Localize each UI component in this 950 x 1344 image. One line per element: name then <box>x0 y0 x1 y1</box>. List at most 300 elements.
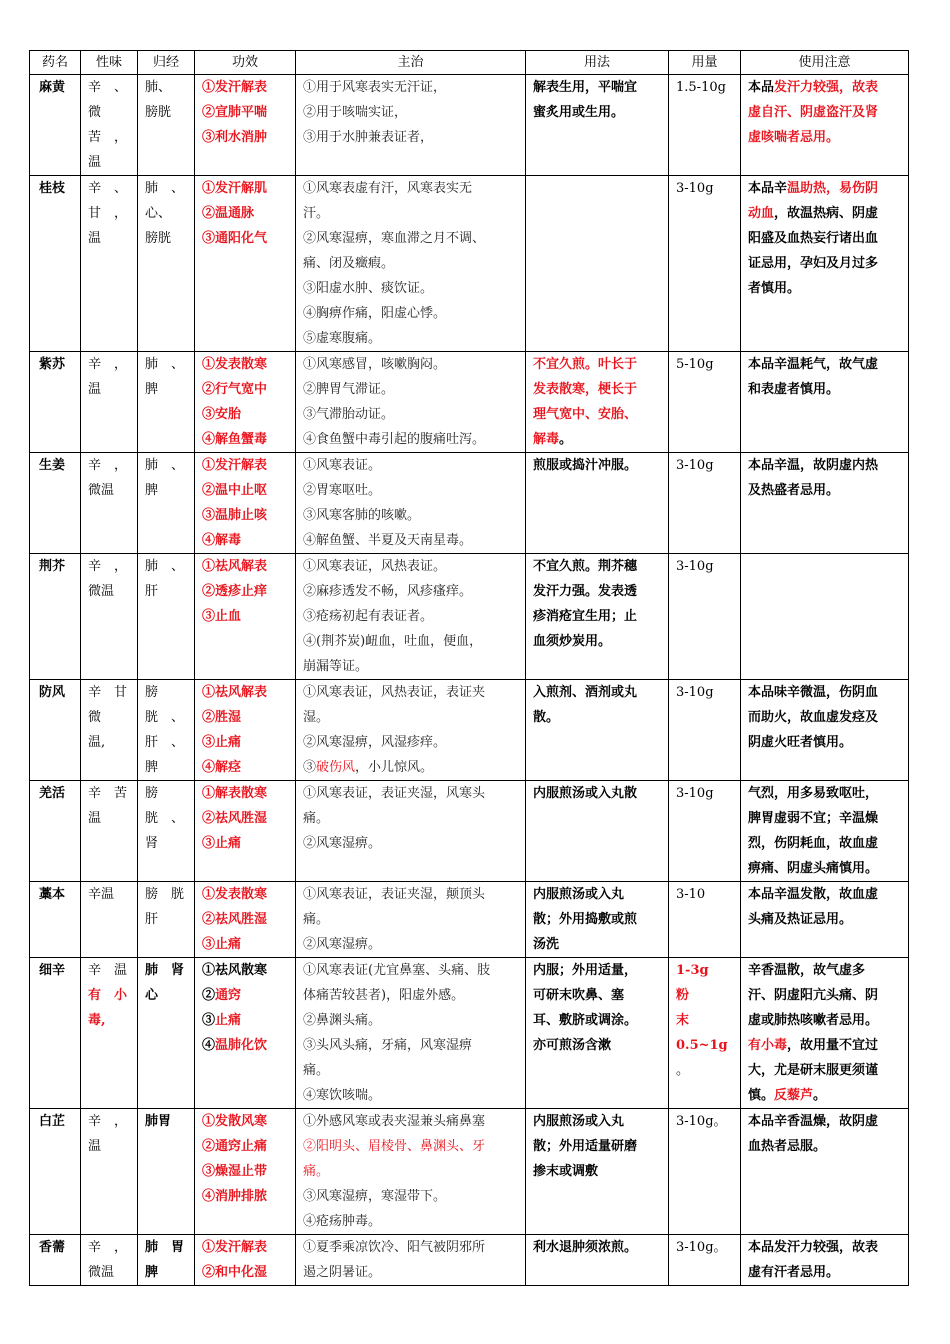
cell-line <box>748 75 901 100</box>
cell-text: 微温 <box>88 1265 115 1280</box>
cell-line <box>202 705 288 730</box>
cell-line <box>748 781 901 806</box>
cell-text: ③安胎 <box>202 407 242 422</box>
cell-line <box>533 907 661 932</box>
cell-text: 温 <box>88 811 102 826</box>
cell-taste <box>81 554 138 680</box>
cell-line <box>145 907 187 932</box>
header-notes: 使用注意 <box>741 51 909 75</box>
cell-line <box>303 604 518 629</box>
cell-line <box>202 932 288 957</box>
cell-text: 辛 、 <box>88 80 128 95</box>
herb-row <box>30 554 909 680</box>
cell-text: 阳盛及血热妄行诸出血 <box>748 231 879 246</box>
cell-notes <box>741 554 909 680</box>
cell-line <box>676 882 733 907</box>
cell-dosage <box>669 1109 741 1235</box>
cell-usage <box>526 352 669 453</box>
cell-line <box>88 1109 130 1134</box>
cell-line <box>748 907 901 932</box>
cell-text: ①祛风解表 <box>202 559 268 574</box>
cell-line <box>145 1260 187 1285</box>
cell-line <box>88 958 130 983</box>
cell-line <box>748 377 901 402</box>
cell-line <box>303 276 518 301</box>
cell-line <box>748 856 901 881</box>
header-row <box>30 51 909 75</box>
cell-line <box>88 352 130 377</box>
cell-line <box>202 958 288 983</box>
cell-text: ①夏季乘凉饮冷、阳气被阴邪所 <box>303 1240 486 1255</box>
cell-indications <box>296 1235 526 1286</box>
cell-text: 3-10g。 <box>676 1114 727 1129</box>
cell-line <box>676 1109 733 1134</box>
cell-text: 虚自汗、阴虚盗汗及肾 <box>748 105 879 120</box>
cell-dosage <box>669 554 741 680</box>
cell-efficacy <box>195 176 296 352</box>
cell-line <box>88 1134 130 1159</box>
cell-line <box>202 579 288 604</box>
cell-line <box>303 781 518 806</box>
cell-line <box>748 478 901 503</box>
cell-text: 本品辛温，故阴虚内热 <box>748 458 879 473</box>
cell-dosage <box>669 781 741 882</box>
cell-meridian <box>138 1109 195 1235</box>
cell-text: 反藜芦 <box>774 1088 814 1103</box>
cell-line <box>145 100 187 125</box>
cell-text: 慎。 <box>748 1088 775 1103</box>
cell-line <box>748 958 901 983</box>
cell-text: ③疮疡初起有表证者。 <box>303 609 434 624</box>
cell-line <box>145 176 187 201</box>
cell-line <box>145 579 187 604</box>
cell-efficacy <box>195 75 296 176</box>
cell-line <box>202 503 288 528</box>
cell-text: 止痛 <box>215 1013 242 1028</box>
cell-text: 辛 ， <box>88 1240 128 1255</box>
cell-text: ①发表散寒 <box>202 887 268 902</box>
cell-line <box>303 1109 518 1134</box>
cell-text: 温 <box>88 155 102 170</box>
cell-line <box>303 176 518 201</box>
cell-text: 痛。 <box>303 912 330 927</box>
cell-text: 肝 <box>145 912 159 927</box>
cell-text: ②阳明头、眉棱骨、鼻渊头、牙 <box>303 1139 486 1154</box>
cell-line <box>676 75 733 100</box>
cell-line <box>88 680 130 705</box>
herb-row <box>30 1109 909 1235</box>
cell-text: 温肺化饮 <box>215 1038 268 1053</box>
cell-line <box>533 983 661 1008</box>
cell-line <box>202 453 288 478</box>
cell-text: ②脾胃气滞证。 <box>303 382 395 397</box>
cell-text: 苦 ， <box>88 130 128 145</box>
cell-line <box>533 453 661 478</box>
cell-taste <box>81 680 138 781</box>
cell-text: 解表生用，平喘宜 <box>533 80 638 95</box>
cell-line <box>303 1008 518 1033</box>
cell-line <box>303 301 518 326</box>
cell-text: 辛香温散，故气虚多 <box>748 963 866 978</box>
cell-efficacy <box>195 554 296 680</box>
cell-dosage <box>669 958 741 1109</box>
cell-text: ①祛风散寒 <box>202 963 268 978</box>
cell-line <box>303 326 518 351</box>
cell-line <box>145 554 187 579</box>
cell-text: 利水退肿须浓煎。 <box>533 1240 638 1255</box>
cell-text: 3-10g <box>676 458 714 473</box>
cell-text: 脾 <box>145 382 159 397</box>
cell-line <box>202 478 288 503</box>
cell-line <box>303 705 518 730</box>
cell-text: 内服煎汤或入丸 <box>533 1114 625 1129</box>
cell-line <box>88 453 130 478</box>
cell-indications <box>296 352 526 453</box>
cell-efficacy <box>195 680 296 781</box>
cell-text: 辛温 <box>88 887 115 902</box>
cell-line <box>202 427 288 452</box>
cell-line <box>202 554 288 579</box>
cell-line <box>88 781 130 806</box>
cell-text: 烈，伤阴耗血，故血虚 <box>748 836 879 851</box>
herb-row <box>30 680 909 781</box>
cell-line <box>748 226 901 251</box>
cell-text: 膀 <box>145 786 159 801</box>
cell-meridian <box>138 1235 195 1286</box>
herb-row <box>30 176 909 352</box>
cell-text: ④解鱼蟹、半夏及天南星毒。 <box>303 533 473 548</box>
cell-line <box>145 1235 187 1260</box>
cell-line <box>676 680 733 705</box>
cell-text: 辛 ， <box>88 357 128 372</box>
cell-line <box>202 781 288 806</box>
cell-text: 不宜久煎。荆芥穗 <box>533 559 638 574</box>
cell-line <box>676 352 733 377</box>
cell-text: 内服煎汤或入丸散 <box>533 786 638 801</box>
cell-line <box>303 932 518 957</box>
cell-text: 温 <box>88 382 102 397</box>
cell-notes <box>741 1109 909 1235</box>
cell-text: 掺末或调敷 <box>533 1164 599 1179</box>
cell-line <box>748 882 901 907</box>
cell-line <box>748 276 901 301</box>
cell-line <box>533 427 661 452</box>
cell-text: 脾胃虚弱不宜；辛温燥 <box>748 811 879 826</box>
cell-line <box>748 831 901 856</box>
cell-text: 3-10g <box>676 559 714 574</box>
cell-text: 大，尤是研末服更须谨 <box>748 1063 879 1078</box>
cell-text: ，小儿惊风。 <box>355 760 434 775</box>
cell-text: 气烈，用多易致呕吐， <box>748 786 879 801</box>
herb-table <box>29 50 909 1286</box>
herb-row <box>30 882 909 958</box>
cell-line <box>303 100 518 125</box>
cell-text: ②温中止呕 <box>202 483 268 498</box>
cell-text: 不宜久煎。叶长于 <box>533 357 638 372</box>
cell-text: ④解鱼蟹毒 <box>202 432 268 447</box>
cell-usage <box>526 680 669 781</box>
cell-text: 本品辛香温燥，故阴虚 <box>748 1114 879 1129</box>
cell-text: 肝 、 <box>145 735 185 750</box>
herb-row <box>30 75 909 176</box>
cell-line <box>145 1109 187 1134</box>
cell-line <box>533 1109 661 1134</box>
cell-text: 脾 <box>145 760 159 775</box>
cell-indications <box>296 554 526 680</box>
cell-text: ③燥湿止带 <box>202 1164 268 1179</box>
cell-text: 肺、 <box>145 80 172 95</box>
cell-text: ①发表散寒 <box>202 357 268 372</box>
cell-line <box>88 176 130 201</box>
cell-usage <box>526 781 669 882</box>
cell-text: ①风寒表证，表证夹湿，风寒头 <box>303 786 486 801</box>
cell-line <box>748 125 901 150</box>
cell-text: 汗、阴虚阳亢头痛、阴 <box>748 988 879 1003</box>
cell-text: ④食鱼蟹中毒引起的腹痛吐泻。 <box>303 432 486 447</box>
cell-text: 温 <box>88 231 102 246</box>
cell-line <box>303 1083 518 1108</box>
cell-line <box>748 1109 901 1134</box>
cell-line <box>748 1008 901 1033</box>
cell-text: 肺胃 <box>145 1114 172 1129</box>
header-efficacy: 功效 <box>195 51 296 75</box>
cell-line <box>303 1033 518 1058</box>
cell-line <box>303 226 518 251</box>
cell-name: 羌活 <box>30 781 81 882</box>
cell-line <box>145 983 187 1008</box>
cell-line <box>145 680 187 705</box>
cell-text: 血须炒炭用。 <box>533 634 612 649</box>
cell-line <box>303 983 518 1008</box>
cell-line <box>303 201 518 226</box>
cell-taste <box>81 453 138 554</box>
cell-text: 内服；外用适量， <box>533 963 638 978</box>
cell-text: 微 <box>88 710 102 725</box>
cell-dosage <box>669 680 741 781</box>
header-indications: 主治 <box>296 51 526 75</box>
cell-line <box>88 75 130 100</box>
cell-text: 肺 、 <box>145 458 185 473</box>
cell-text: ③头风头痛，牙痛，风寒湿痹 <box>303 1038 473 1053</box>
cell-text: ③ <box>202 1013 216 1028</box>
cell-text: 有小毒 <box>748 1038 788 1053</box>
cell-line <box>88 125 130 150</box>
cell-text: 胱 、 <box>145 710 185 725</box>
cell-line <box>145 478 187 503</box>
cell-text: ④解痉 <box>202 760 242 775</box>
cell-line <box>533 554 661 579</box>
cell-text: 发汗力较强，故表 <box>774 80 879 95</box>
cell-text: 散；外用适量研磨 <box>533 1139 638 1154</box>
herb-row <box>30 958 909 1109</box>
cell-line <box>88 478 130 503</box>
cell-line <box>748 806 901 831</box>
cell-text: 辛 ， <box>88 1114 128 1129</box>
cell-text: 本品辛 <box>748 181 788 196</box>
cell-notes <box>741 453 909 554</box>
cell-line <box>202 730 288 755</box>
cell-text: 心、 <box>145 206 172 221</box>
cell-text: 1.5-10g <box>676 80 726 95</box>
cell-line <box>533 781 661 806</box>
cell-line <box>303 958 518 983</box>
cell-efficacy <box>195 1109 296 1235</box>
cell-text: 辛 ， <box>88 458 128 473</box>
cell-text: 温, <box>88 735 106 750</box>
cell-line <box>748 251 901 276</box>
cell-line <box>533 932 661 957</box>
cell-line <box>676 453 733 478</box>
cell-line <box>748 100 901 125</box>
cell-name: 生姜 <box>30 453 81 554</box>
cell-line <box>748 176 901 201</box>
cell-text: ③止痛 <box>202 937 242 952</box>
cell-text: ①解表散寒 <box>202 786 268 801</box>
cell-line <box>533 1159 661 1184</box>
cell-text: ①风寒表证，风热表证，表证夹 <box>303 685 486 700</box>
cell-text: 汗。 <box>303 206 330 221</box>
cell-text: 末 <box>676 1013 690 1028</box>
cell-line <box>202 402 288 427</box>
cell-text: ③阳虚水肿、痰饮证。 <box>303 281 434 296</box>
cell-text: 3-10g <box>676 685 714 700</box>
cell-indications <box>296 75 526 176</box>
cell-line <box>202 1008 288 1033</box>
cell-line <box>748 352 901 377</box>
cell-taste <box>81 958 138 1109</box>
cell-text: 。 <box>813 1088 827 1103</box>
cell-line <box>88 150 130 175</box>
cell-line <box>88 983 130 1008</box>
cell-text: 胱 、 <box>145 811 185 826</box>
cell-taste <box>81 781 138 882</box>
cell-line <box>303 554 518 579</box>
cell-text: ④ <box>202 1038 216 1053</box>
cell-line <box>202 882 288 907</box>
cell-text: 血热者忌服。 <box>748 1139 827 1154</box>
cell-line <box>303 1159 518 1184</box>
cell-text: 有 小 <box>88 988 128 1003</box>
cell-line <box>202 75 288 100</box>
cell-text: 膀 <box>145 685 159 700</box>
cell-taste <box>81 1109 138 1235</box>
cell-name: 桂枝 <box>30 176 81 352</box>
cell-text: ④消肿排脓 <box>202 1189 268 1204</box>
cell-line <box>202 226 288 251</box>
cell-line <box>202 983 288 1008</box>
cell-text: 肝 <box>145 584 159 599</box>
cell-line <box>202 1260 288 1285</box>
cell-text: 散。 <box>533 710 560 725</box>
cell-text: ④解毒 <box>202 533 242 548</box>
cell-line <box>303 806 518 831</box>
cell-text: 0.5~1g <box>676 1038 728 1053</box>
cell-line <box>202 806 288 831</box>
cell-meridian <box>138 176 195 352</box>
cell-line <box>533 604 661 629</box>
cell-notes <box>741 958 909 1109</box>
cell-name: 紫苏 <box>30 352 81 453</box>
cell-text: ③风寒湿痹，寒湿带下。 <box>303 1189 447 1204</box>
cell-text: 辛 苦 <box>88 786 128 801</box>
cell-notes <box>741 75 909 176</box>
cell-line <box>533 1033 661 1058</box>
cell-meridian <box>138 882 195 958</box>
cell-text: 肺 、 <box>145 559 185 574</box>
cell-text: 肺 、 <box>145 357 185 372</box>
cell-text: ②用于咳喘实证， <box>303 105 408 120</box>
cell-line <box>303 377 518 402</box>
cell-text: ②祛风胜湿 <box>202 912 268 927</box>
cell-line <box>303 453 518 478</box>
cell-line <box>533 100 661 125</box>
cell-line <box>533 352 661 377</box>
cell-usage <box>526 1235 669 1286</box>
cell-text: 虚或肺热咳嗽者忌用。 <box>748 1013 879 1028</box>
cell-line <box>145 705 187 730</box>
cell-text: 虚有汗者忌用。 <box>748 1265 840 1280</box>
cell-text: ②温通脉 <box>202 206 255 221</box>
cell-line <box>748 453 901 478</box>
cell-text: ④寒饮咳喘。 <box>303 1088 382 1103</box>
header-dosage: 用量 <box>669 51 741 75</box>
cell-line <box>88 1008 130 1033</box>
cell-meridian <box>138 554 195 680</box>
cell-text: ①风寒表证。 <box>303 458 382 473</box>
cell-text: ①发汗解表 <box>202 1240 268 1255</box>
cell-dosage <box>669 352 741 453</box>
header-meridian: 归经 <box>138 51 195 75</box>
cell-line <box>748 1033 901 1058</box>
cell-text: 湿。 <box>303 710 330 725</box>
cell-text: ③温肺止咳 <box>202 508 268 523</box>
cell-text: ，故温热病、阴虚 <box>774 206 879 221</box>
herb-row <box>30 352 909 453</box>
cell-text: ①风寒表证，表证夹湿，颠顶头 <box>303 887 486 902</box>
cell-line <box>533 680 661 705</box>
cell-dosage <box>669 1235 741 1286</box>
cell-text: 甘 ， <box>88 206 128 221</box>
cell-line <box>303 654 518 679</box>
cell-text: ①风寒感冒，咳嗽胸闷。 <box>303 357 447 372</box>
cell-line <box>533 1134 661 1159</box>
cell-text: ②胜湿 <box>202 710 242 725</box>
cell-text: ②宣肺平喘 <box>202 105 268 120</box>
cell-line <box>202 1109 288 1134</box>
cell-line <box>303 680 518 705</box>
cell-notes <box>741 176 909 352</box>
cell-line <box>202 1033 288 1058</box>
cell-line <box>303 503 518 528</box>
cell-text: ①发散风寒 <box>202 1114 268 1129</box>
cell-text: 头痛及热证忌用。 <box>748 912 853 927</box>
cell-text: 微温 <box>88 584 115 599</box>
cell-line <box>145 377 187 402</box>
cell-text: ③止痛 <box>202 735 242 750</box>
cell-text: ①发汗解表 <box>202 458 268 473</box>
cell-line <box>145 226 187 251</box>
cell-text: ④(荆芥炭)衄血，吐血，便血， <box>303 634 483 649</box>
cell-line <box>145 806 187 831</box>
cell-meridian <box>138 352 195 453</box>
header-name: 药名 <box>30 51 81 75</box>
cell-line <box>202 755 288 780</box>
cell-text: 理气宽中、安胎、 <box>533 407 638 422</box>
cell-line <box>303 629 518 654</box>
cell-text: 肺 、 <box>145 181 185 196</box>
cell-text: 疹消疮宜生用；止 <box>533 609 638 624</box>
cell-line <box>303 831 518 856</box>
